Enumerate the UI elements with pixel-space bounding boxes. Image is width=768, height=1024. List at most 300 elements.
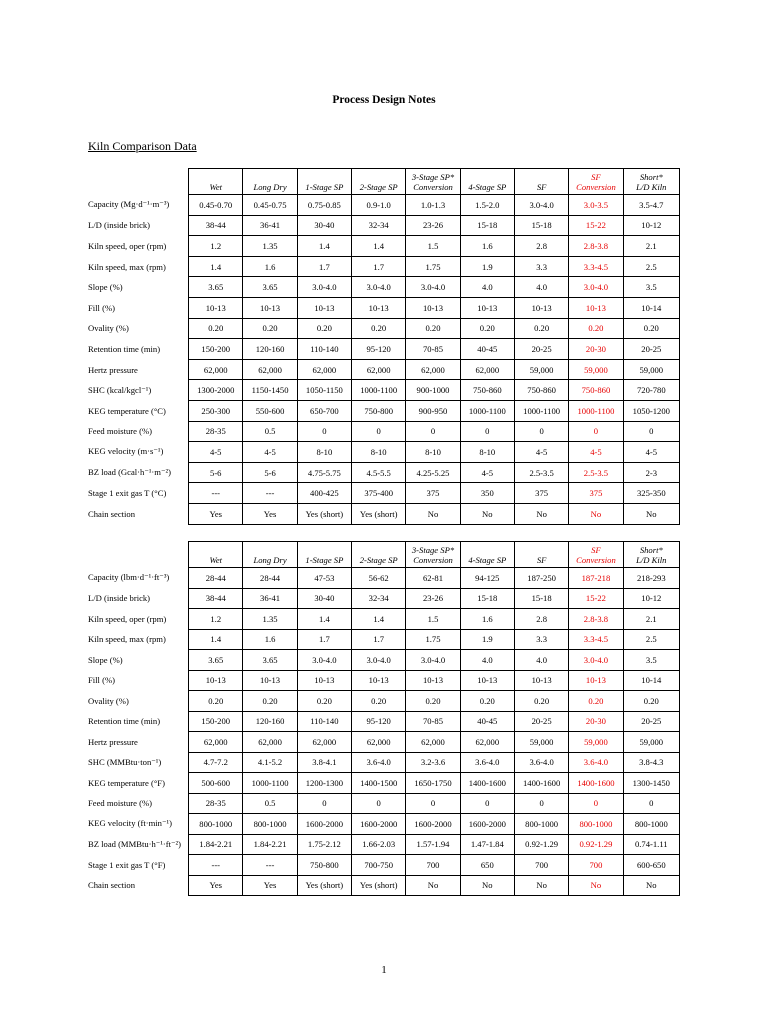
- column-header-line1: [298, 172, 351, 182]
- table-cell: No: [460, 875, 514, 896]
- column-header-line2: Long Dry: [253, 181, 287, 192]
- table-row: [88, 297, 680, 318]
- column-header: [189, 169, 243, 195]
- table-cell: 2-3: [623, 462, 679, 483]
- table-cell: 5-6: [243, 462, 297, 483]
- column-header: [460, 542, 514, 568]
- table-cell: 0.20: [297, 691, 351, 712]
- table-cell: 1.9: [460, 629, 514, 650]
- table-cell: 3.0-4.0: [297, 650, 351, 671]
- table-cell: 10-13: [569, 670, 623, 691]
- column-header-line2: 4-Stage SP: [468, 554, 507, 565]
- table-cell: 0.20: [243, 691, 297, 712]
- table-cell: 0.92-1.29: [514, 834, 568, 855]
- table-cell: 3.65: [243, 650, 297, 671]
- table-cell: 23-26: [406, 215, 460, 236]
- table-cell: 325-350: [623, 483, 679, 504]
- table-cell: 94-125: [460, 568, 514, 589]
- table-cell: 0: [406, 793, 460, 814]
- table-cell: 0: [406, 421, 460, 442]
- table-row: [88, 380, 680, 401]
- column-header-line2: 1-Stage SP: [305, 181, 344, 192]
- row-label: Capacity (Mg·d⁻¹·m⁻³): [88, 199, 170, 210]
- table-cell: Yes (short): [297, 875, 351, 896]
- table-cell: 1400-1600: [569, 773, 623, 794]
- table-cell: 62,000: [352, 732, 406, 753]
- table-cell: 10-13: [514, 297, 568, 318]
- table-cell: 3.5: [623, 650, 679, 671]
- column-header-line1: [461, 545, 514, 555]
- table-cell: 0.20: [623, 691, 679, 712]
- table-cell: 36-41: [243, 588, 297, 609]
- table-cell: 10-13: [569, 297, 623, 318]
- table-cell: 1.6: [460, 609, 514, 630]
- table-cell: 1300-1450: [623, 773, 679, 794]
- column-header-line1: SF: [591, 544, 601, 555]
- table-row: [88, 732, 680, 753]
- table-cell: 62,000: [297, 359, 351, 380]
- table-row: [88, 339, 680, 360]
- row-label: Ovality (%): [88, 695, 129, 706]
- table-cell: 4-5: [569, 442, 623, 463]
- column-header-line1: SF: [591, 171, 601, 182]
- column-header-line1: [515, 172, 568, 182]
- table-cell: 0: [569, 421, 623, 442]
- row-label: Feed moisture (%): [88, 426, 152, 437]
- table-cell: 20-25: [623, 339, 679, 360]
- table-cell: 1.4: [189, 256, 243, 277]
- column-header: [352, 542, 406, 568]
- table-cell: 4.0: [460, 650, 514, 671]
- row-label: BZ load (Gcal·h⁻¹·m⁻²): [88, 467, 171, 478]
- table-row: [88, 215, 680, 236]
- table-cell: Yes: [243, 503, 297, 524]
- table-cell: Yes: [189, 875, 243, 896]
- table-cell: 1050-1200: [623, 400, 679, 421]
- table-cell: 1600-2000: [460, 814, 514, 835]
- table-cell: 0.20: [189, 691, 243, 712]
- table-cell: 3.3: [514, 629, 568, 650]
- table-row: [88, 875, 680, 896]
- table-cell: 36-41: [243, 215, 297, 236]
- column-header: [243, 542, 297, 568]
- column-header: [569, 542, 623, 568]
- table-cell: 1.66-2.03: [352, 834, 406, 855]
- table-row: [88, 462, 680, 483]
- table-cell: 2.8-3.8: [569, 236, 623, 257]
- table-cell: 95-120: [352, 339, 406, 360]
- table-cell: 700-750: [352, 855, 406, 876]
- table-cell: 750-860: [460, 380, 514, 401]
- table-cell: 1.4: [189, 629, 243, 650]
- table-cell: 4-5: [514, 442, 568, 463]
- column-header: [352, 169, 406, 195]
- table-cell: 3.8-4.3: [623, 752, 679, 773]
- table-row: [88, 752, 680, 773]
- table-cell: 1000-1100: [352, 380, 406, 401]
- table-cell: 1000-1100: [514, 400, 568, 421]
- table-cell: 3.6-4.0: [569, 752, 623, 773]
- table-row: [88, 483, 680, 504]
- table-cell: 0.20: [460, 691, 514, 712]
- table-row: [88, 236, 680, 257]
- table-cell: No: [623, 875, 679, 896]
- row-label: SHC (kcal/kgcl⁻¹): [88, 384, 152, 395]
- table-cell: 0.9-1.0: [352, 195, 406, 216]
- table-cell: 8-10: [352, 442, 406, 463]
- table-cell: No: [569, 875, 623, 896]
- row-label: Kiln speed, oper (rpm): [88, 240, 167, 251]
- table-cell: 10-12: [623, 215, 679, 236]
- table-cell: 4-5: [460, 462, 514, 483]
- table-cell: 1.6: [243, 256, 297, 277]
- column-header: [623, 542, 679, 568]
- table-cell: 0.5: [243, 793, 297, 814]
- table-cell: 1400-1600: [514, 773, 568, 794]
- table-cell: 3.0-4.0: [514, 195, 568, 216]
- table-cell: Yes: [189, 503, 243, 524]
- table-cell: 1000-1100: [243, 773, 297, 794]
- table-cell: 700: [514, 855, 568, 876]
- table-cell: 95-120: [352, 711, 406, 732]
- table-cell: 0.20: [569, 691, 623, 712]
- row-label: KEG temperature (°C): [88, 405, 166, 416]
- table-cell: 650-700: [297, 400, 351, 421]
- table-cell: 62,000: [189, 359, 243, 380]
- table-row: [88, 400, 680, 421]
- table-cell: 0.5: [243, 421, 297, 442]
- table-cell: 3.5: [623, 277, 679, 298]
- table-row: [88, 359, 680, 380]
- table-cell: 38-44: [189, 588, 243, 609]
- table-cell: 10-13: [243, 670, 297, 691]
- table-cell: 47-53: [297, 568, 351, 589]
- table-cell: 28-35: [189, 793, 243, 814]
- table-cell: 120-160: [243, 339, 297, 360]
- table-cell: 70-85: [406, 711, 460, 732]
- table-cell: 59,000: [514, 732, 568, 753]
- table-row: [88, 277, 680, 298]
- column-header-line2: Conversion: [576, 181, 616, 192]
- column-header-line1: [243, 172, 296, 182]
- table-cell: 500-600: [189, 773, 243, 794]
- table-cell: 0.92-1.29: [569, 834, 623, 855]
- row-label: Slope (%): [88, 654, 123, 665]
- table-cell: 3.8-4.1: [297, 752, 351, 773]
- table-cell: 1400-1500: [352, 773, 406, 794]
- table-cell: 2.5: [623, 256, 679, 277]
- table-row: [88, 855, 680, 876]
- table-cell: 1.5: [406, 236, 460, 257]
- table-cell: 4.25-5.25: [406, 462, 460, 483]
- row-label: Hertz pressure: [88, 736, 138, 747]
- table-cell: 650: [460, 855, 514, 876]
- column-header-line1: 3-Stage SP*: [411, 171, 455, 182]
- table-row: [88, 195, 680, 216]
- column-header-line1: [298, 545, 351, 555]
- table-cell: 1.5-2.0: [460, 195, 514, 216]
- table-cell: 0.20: [514, 318, 568, 339]
- table-cell: 32-34: [352, 215, 406, 236]
- table-cell: 20-25: [623, 711, 679, 732]
- table-cell: 1600-2000: [406, 814, 460, 835]
- table-cell: 3.3-4.5: [569, 629, 623, 650]
- table-cell: No: [406, 875, 460, 896]
- table-cell: 1.84-2.21: [243, 834, 297, 855]
- column-header: [460, 169, 514, 195]
- table-cell: Yes (short): [352, 875, 406, 896]
- table-cell: 0: [297, 421, 351, 442]
- table-cell: 10-13: [243, 297, 297, 318]
- column-header-line2: Wet: [209, 554, 223, 565]
- table-cell: 1.7: [352, 629, 406, 650]
- table-cell: 1.0-1.3: [406, 195, 460, 216]
- header-row: [88, 542, 680, 568]
- column-header: [623, 169, 679, 195]
- table-cell: 2.8-3.8: [569, 609, 623, 630]
- table-cell: 10-13: [297, 297, 351, 318]
- table-row: [88, 814, 680, 835]
- table-cell: 1650-1750: [406, 773, 460, 794]
- table-row: [88, 318, 680, 339]
- table-cell: 20-30: [569, 711, 623, 732]
- table-row: [88, 503, 680, 524]
- table-cell: 800-1000: [243, 814, 297, 835]
- table-cell: 62,000: [243, 359, 297, 380]
- table-cell: 0: [352, 793, 406, 814]
- table-cell: 750-800: [352, 400, 406, 421]
- table-cell: 3.65: [189, 650, 243, 671]
- table-cell: ---: [189, 855, 243, 876]
- column-header-line2: SF: [536, 181, 547, 192]
- table-cell: 28-44: [243, 568, 297, 589]
- table-cell: 0.20: [189, 318, 243, 339]
- table-cell: 15-22: [569, 588, 623, 609]
- row-label: Retention time (min): [88, 716, 161, 727]
- table-row: [88, 421, 680, 442]
- table-cell: 1.7: [352, 256, 406, 277]
- kiln-comparison-table-metric: [88, 168, 680, 525]
- table-row: [88, 834, 680, 855]
- table-cell: 900-1000: [406, 380, 460, 401]
- row-label: Kiln speed, oper (rpm): [88, 613, 167, 624]
- row-label: Feed moisture (%): [88, 798, 152, 809]
- table-row: [88, 650, 680, 671]
- table-cell: 1600-2000: [352, 814, 406, 835]
- table-cell: 28-35: [189, 421, 243, 442]
- table-cell: 0.20: [406, 318, 460, 339]
- table-cell: 3.0-3.5: [569, 195, 623, 216]
- row-label: Kiln speed, max (rpm): [88, 634, 166, 645]
- table-cell: 10-13: [352, 670, 406, 691]
- table-cell: 15-18: [460, 215, 514, 236]
- table-cell: 800-1000: [569, 814, 623, 835]
- table-cell: 0: [514, 793, 568, 814]
- table-cell: 375-400: [352, 483, 406, 504]
- table-cell: 218-293: [623, 568, 679, 589]
- table-cell: 0.20: [623, 318, 679, 339]
- column-header: [406, 542, 460, 568]
- row-label: Ovality (%): [88, 323, 129, 334]
- table-cell: 3.0-4.0: [406, 650, 460, 671]
- table-cell: No: [569, 503, 623, 524]
- table-cell: 10-13: [352, 297, 406, 318]
- table-cell: 59,000: [514, 359, 568, 380]
- table-cell: 2.8: [514, 609, 568, 630]
- table-cell: 110-140: [297, 711, 351, 732]
- table-cell: 59,000: [623, 732, 679, 753]
- table-cell: ---: [243, 855, 297, 876]
- table-cell: 550-600: [243, 400, 297, 421]
- table-cell: 2.5: [623, 629, 679, 650]
- table-cell: 3.65: [189, 277, 243, 298]
- column-header-line1: Short*: [639, 171, 663, 182]
- table-cell: 59,000: [623, 359, 679, 380]
- table-cell: 10-13: [406, 670, 460, 691]
- table-cell: 1400-1600: [460, 773, 514, 794]
- header-row: [88, 169, 680, 195]
- row-label: Fill (%): [88, 675, 115, 686]
- table-cell: 10-14: [623, 670, 679, 691]
- table-cell: 3.0-4.0: [569, 277, 623, 298]
- table-cell: 4.7-7.2: [189, 752, 243, 773]
- table-cell: 2.5-3.5: [569, 462, 623, 483]
- table-cell: 1.84-2.21: [189, 834, 243, 855]
- table-cell: 600-650: [623, 855, 679, 876]
- table-cell: 250-300: [189, 400, 243, 421]
- row-label: Stage 1 exit gas T (°F): [88, 859, 166, 870]
- table-cell: 0: [569, 793, 623, 814]
- column-header-line2: 2-Stage SP: [359, 181, 398, 192]
- table-cell: Yes: [243, 875, 297, 896]
- table-cell: Yes (short): [297, 503, 351, 524]
- table-row: [88, 670, 680, 691]
- table-cell: 0.20: [352, 691, 406, 712]
- table-cell: No: [460, 503, 514, 524]
- table-cell: 0: [297, 793, 351, 814]
- table-cell: 0.20: [352, 318, 406, 339]
- table-cell: 700: [406, 855, 460, 876]
- table-cell: 40-45: [460, 711, 514, 732]
- table-cell: 20-25: [514, 339, 568, 360]
- table-cell: 8-10: [460, 442, 514, 463]
- column-header: [569, 169, 623, 195]
- table-cell: 15-18: [514, 588, 568, 609]
- table-row: [88, 773, 680, 794]
- table-cell: 0.20: [297, 318, 351, 339]
- column-header-line1: [189, 172, 242, 182]
- table-cell: 28-44: [189, 568, 243, 589]
- table-cell: Yes (short): [352, 503, 406, 524]
- table-cell: 10-13: [189, 670, 243, 691]
- table-cell: 3.6-4.0: [514, 752, 568, 773]
- table-cell: 1.5: [406, 609, 460, 630]
- table-cell: 1.2: [189, 609, 243, 630]
- table-cell: 3.0-4.0: [406, 277, 460, 298]
- table-cell: 1.35: [243, 609, 297, 630]
- table-cell: 375: [569, 483, 623, 504]
- table-cell: ---: [243, 483, 297, 504]
- table-cell: 350: [460, 483, 514, 504]
- column-header: [514, 542, 568, 568]
- table-cell: 70-85: [406, 339, 460, 360]
- table-cell: 4.1-5.2: [243, 752, 297, 773]
- table-cell: 3.5-4.7: [623, 195, 679, 216]
- header-blank: [88, 169, 189, 195]
- column-header-line2: SF: [536, 554, 547, 565]
- table-cell: 10-13: [460, 297, 514, 318]
- row-label: Chain section: [88, 880, 136, 891]
- table-cell: 10-12: [623, 588, 679, 609]
- table-cell: 1.6: [243, 629, 297, 650]
- table-cell: 15-22: [569, 215, 623, 236]
- table-cell: 30-40: [297, 588, 351, 609]
- table-row: [88, 691, 680, 712]
- table-cell: 187-250: [514, 568, 568, 589]
- row-label: KEG velocity (ft·min⁻¹): [88, 818, 172, 829]
- table-cell: 10-13: [189, 297, 243, 318]
- table-cell: 800-1000: [623, 814, 679, 835]
- table-cell: 10-13: [514, 670, 568, 691]
- table-cell: 800-1000: [189, 814, 243, 835]
- column-header-line1: [352, 545, 405, 555]
- table-cell: 4.0: [460, 277, 514, 298]
- header-blank: [88, 542, 189, 568]
- table-cell: 10-13: [460, 670, 514, 691]
- column-header-line2: Wet: [209, 181, 223, 192]
- table-cell: 5-6: [189, 462, 243, 483]
- row-label: Hertz pressure: [88, 364, 138, 375]
- table-cell: 750-860: [514, 380, 568, 401]
- table-cell: 20-30: [569, 339, 623, 360]
- table-cell: 1.4: [352, 236, 406, 257]
- row-label: Kiln speed, max (rpm): [88, 261, 166, 272]
- column-header-line2: Conversion: [413, 181, 453, 192]
- table-cell: 38-44: [189, 215, 243, 236]
- column-header-line2: 1-Stage SP: [305, 554, 344, 565]
- table-row: [88, 442, 680, 463]
- table-cell: 59,000: [569, 359, 623, 380]
- table-cell: 62,000: [460, 359, 514, 380]
- table-cell: 3.0-4.0: [569, 650, 623, 671]
- page-number: 1: [381, 964, 387, 976]
- table-cell: 1.35: [243, 236, 297, 257]
- table-cell: 10-13: [406, 297, 460, 318]
- table-cell: 0.20: [406, 691, 460, 712]
- table-cell: No: [623, 503, 679, 524]
- table-cell: 1.4: [352, 609, 406, 630]
- section-heading: Kiln Comparison Data: [88, 139, 197, 153]
- table-cell: 62,000: [406, 359, 460, 380]
- column-header-line2: Conversion: [576, 554, 616, 565]
- table-cell: 23-26: [406, 588, 460, 609]
- table-cell: 1200-1300: [297, 773, 351, 794]
- column-header-line1: [352, 172, 405, 182]
- column-header: [297, 169, 351, 195]
- row-label: Capacity (lbm·d⁻¹·ft⁻³): [88, 572, 170, 583]
- kiln-comparison-table-imperial: [88, 541, 680, 896]
- table-cell: 0: [623, 793, 679, 814]
- table-cell: 150-200: [189, 339, 243, 360]
- page-title: Process Design Notes: [332, 94, 436, 106]
- table-cell: 0.20: [460, 318, 514, 339]
- table-cell: 0.75-0.85: [297, 195, 351, 216]
- column-header: [514, 169, 568, 195]
- table-cell: 62,000: [243, 732, 297, 753]
- table-cell: No: [514, 875, 568, 896]
- column-header-line2: 2-Stage SP: [359, 554, 398, 565]
- table-cell: 1.4: [297, 609, 351, 630]
